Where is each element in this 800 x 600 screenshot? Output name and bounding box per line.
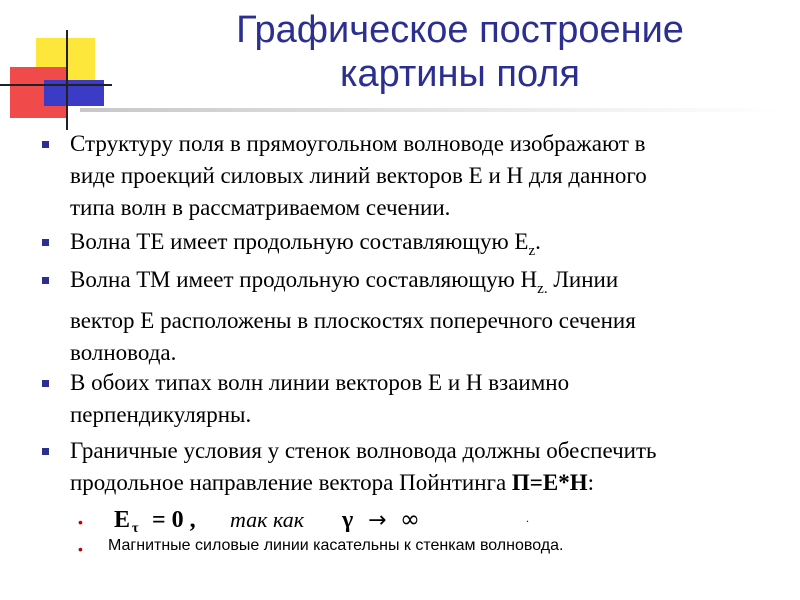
- bullet-square-icon: [42, 448, 49, 455]
- bullet-square-icon: [42, 141, 49, 148]
- slide-title: [120, 8, 800, 96]
- boundary-condition-formula: [110, 504, 530, 534]
- bullet-line: Волна ТМ имеет продольную составляющую Н: [70, 267, 538, 292]
- bullet-text: [70, 435, 770, 499]
- bullet-line: В обоих типах волн линии векторов Е и Н взаимно: [70, 370, 570, 395]
- bullet-line: Структуру поля в прямоугольном волноводе изображают в: [70, 131, 646, 156]
- bullet-text: [70, 367, 770, 431]
- formula-lhs: E: [114, 507, 131, 533]
- subscript: z: [528, 243, 536, 259]
- bullet-line-tail: :: [587, 470, 595, 495]
- bullet-dot-icon: •: [78, 541, 83, 557]
- bullet-line: виде проекций силовых линий векторов Е и Н для данного: [70, 163, 647, 188]
- bullet-line: типа волн в рассматриваемом сечении.: [70, 195, 451, 220]
- formula-words: так как: [230, 507, 304, 532]
- bullet-line: продольное направление вектора Пойнтинга: [70, 470, 512, 495]
- bullet-line: Волна ТЕ имеет продольную составляющую Е: [70, 229, 529, 254]
- formula-row: [78, 504, 538, 534]
- logo-horizontal-line: [0, 84, 112, 86]
- bullet-square-icon: [42, 277, 49, 284]
- note-text: Магнитные силовые линии касательны к стенкам волновода.: [108, 537, 564, 554]
- formula-subscript: τ: [132, 521, 139, 534]
- poynting-vector: П=Е*Н: [511, 470, 588, 495]
- bullet-line: Граничные условия у стенок волновода должны обеспечить: [70, 438, 657, 463]
- formula-arrow: →: [368, 508, 387, 533]
- formula-equals: = 0 ,: [152, 507, 196, 533]
- bullet-square-icon: [42, 380, 49, 387]
- subscript: z.: [537, 281, 548, 297]
- title-divider: [80, 108, 780, 112]
- bullet-line: волновода.: [70, 340, 177, 365]
- formula-trailing-dot: .: [526, 511, 529, 525]
- slide-title-line-2: картины поля: [339, 53, 580, 95]
- formula-gamma: γ: [342, 507, 354, 533]
- bullet-line: перпендикулярны.: [70, 402, 252, 427]
- bullet-square-icon: [42, 239, 49, 246]
- bullet-text: [70, 226, 770, 267]
- bullet-text: [70, 128, 770, 224]
- logo-vertical-line: [66, 30, 68, 130]
- bullet-text: [70, 264, 770, 369]
- bullet-dot-icon: •: [78, 514, 83, 530]
- slide-title-line-1: Графическое построение: [236, 9, 684, 51]
- bullet-line-tail: .: [535, 229, 541, 254]
- formula-infinity: ∞: [400, 505, 420, 533]
- bullet-line-tail: Линии: [547, 267, 619, 292]
- bullet-line: вектор Е расположены в плоскостях поперечного сечения: [70, 308, 636, 333]
